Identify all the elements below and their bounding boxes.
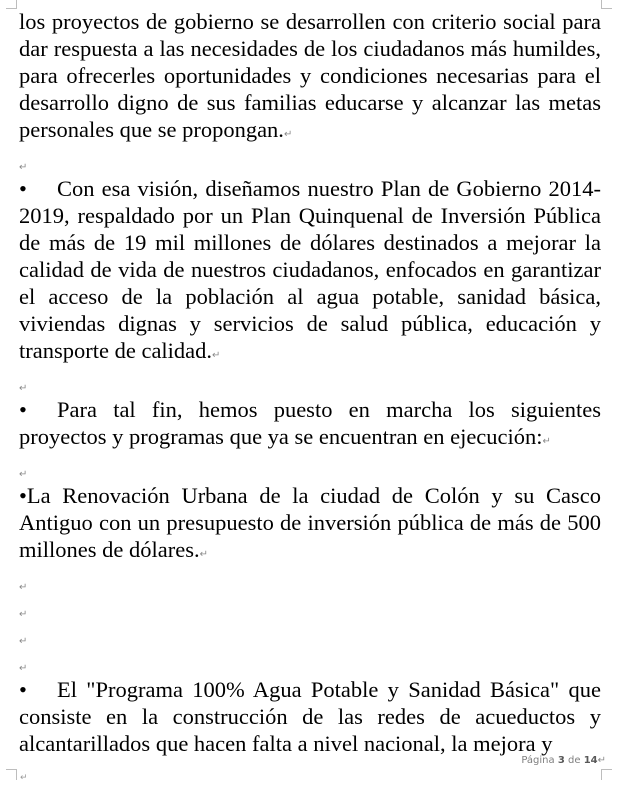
paragraph-mark-icon: ↵ [19, 469, 28, 480]
paragraph-2[interactable] [19, 175, 601, 369]
empty-paragraph[interactable] [19, 369, 601, 396]
crop-mark-top-right [601, 0, 612, 9]
paragraph-mark-icon: ↵ [19, 636, 28, 647]
page-of-label: de [568, 755, 581, 766]
bullet-icon: • [19, 397, 27, 422]
paragraph-text: Con esa visión, diseñamos nuestro Plan de Gobierno 2014-2019, respaldado por un Plan Quinquenal de Inversión Pública de más de 19 mil millones de dólares destinados a mejorar la calidad de vida de nuestros ciudadanos, enfocados en garantizar el acceso de la población al agua potable, sanidad básica, viviendas dignas y servicios de salud pública, educación y transporte de calidad. [19, 176, 601, 363]
paragraph-5[interactable] [19, 676, 601, 757]
bullet-icon: • [19, 677, 27, 702]
paragraph-mark-icon: ↵ [19, 609, 28, 620]
paragraph-mark-icon: ↵ [19, 663, 28, 674]
paragraph-mark-icon: ↵ [19, 582, 28, 593]
bullet-icon: • [19, 483, 27, 508]
paragraph-mark-icon: ↵ [199, 549, 208, 560]
page-label: Página [521, 755, 555, 766]
crop-mark-bottom-right [601, 769, 612, 780]
paragraph-mark-icon: ↵ [19, 383, 28, 394]
paragraph-mark-icon: ↵ [283, 129, 293, 140]
paragraph-text: los proyectos de gobierno se desarrollen con criterio social para dar respuesta a las necesidades de los ciudadanos más humildes, para ofrecerles oportunidades y condiciones necesarias para el desarrollo digno de sus familias educarse y alcanzar las metas personales que se propongan. [19, 9, 601, 142]
empty-paragraph[interactable] [19, 455, 601, 482]
paragraph-mark-icon: ↵ [212, 350, 221, 361]
bullet-icon: • [19, 176, 27, 201]
empty-paragraph[interactable] [19, 649, 601, 676]
paragraph-text: La Renovación Urbana de la ciudad de Colón y su Casco Antiguo con un presupuesto de inversión pública de más de 500 millones de dólares. [19, 483, 601, 562]
crop-mark-bottom-left [6, 769, 17, 780]
empty-paragraph[interactable] [19, 622, 601, 649]
empty-paragraph[interactable] [19, 595, 601, 622]
page-number-footer [521, 755, 606, 766]
paragraph-mark-icon: ↵ [597, 755, 606, 766]
paragraph-text: El "Programa 100% Agua Potable y Sanidad Básica" que consiste en la construcción de las redes de acueductos y alcantarillados que hacen falta a nivel nacional, la mejora y [19, 677, 601, 756]
footer-paragraph-mark-icon: ↵ [20, 773, 28, 783]
empty-paragraph[interactable] [19, 148, 601, 175]
total-pages-number: 14 [583, 755, 598, 766]
crop-mark-top-left [6, 0, 17, 9]
empty-paragraph[interactable] [19, 568, 601, 595]
paragraph-text: Para tal fin, hemos puesto en marcha los siguientes proyectos y programas que ya se encuentran en ejecución: [19, 397, 601, 449]
paragraph-3[interactable] [19, 396, 601, 455]
paragraph-mark-icon: ↵ [542, 436, 551, 447]
paragraph-mark-icon: ↵ [19, 162, 28, 173]
document-body[interactable] [19, 8, 601, 757]
paragraph-4[interactable] [19, 482, 601, 568]
paragraph-1[interactable] [19, 8, 601, 148]
current-page-number: 3 [557, 755, 565, 766]
